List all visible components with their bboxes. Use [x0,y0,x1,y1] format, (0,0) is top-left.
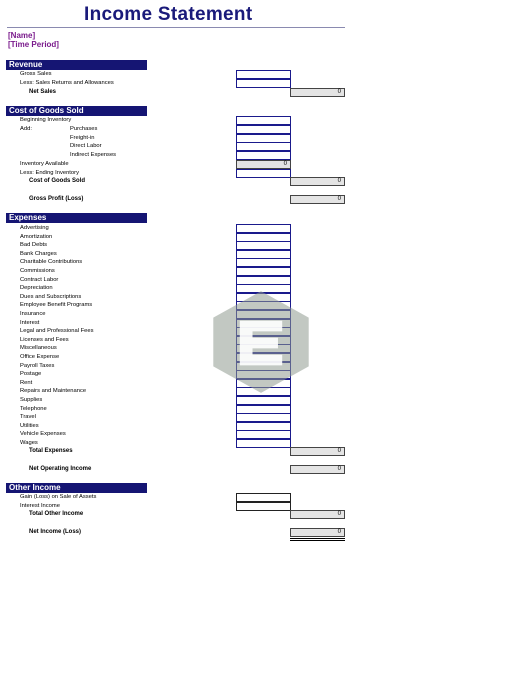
expense-label: Employee Benefit Programs [20,302,93,309]
expenses-header: Expenses [6,213,147,223]
expense-label: Wages [20,440,38,446]
expense-label: Office Expense [20,354,60,360]
beginning-inventory-input[interactable] [236,116,291,125]
purchases-input[interactable] [236,125,291,134]
expense-label: Payroll Taxes [20,362,55,369]
expense-label: Legal and Professional Fees [20,328,94,335]
net-income-underline [290,538,345,539]
expense-label: Repairs and Maintenance [20,388,87,395]
expense-label: Interest [20,319,40,326]
revenue-header: Revenue [6,60,147,70]
expense-label: Miscellaneous [20,345,57,352]
expense-label: Depreciation [20,285,53,292]
gross-sales-input[interactable] [236,70,291,79]
purchases-label: Purchases [70,126,98,132]
expense-label: Contract Labor [20,276,59,283]
logo-watermark-icon [208,289,314,395]
net-sales-value: 0 [290,88,345,97]
total-other-income-label: Total Other Income [29,511,84,517]
expense-label: Bad Debts [20,242,48,249]
net-operating-income-value: 0 [290,465,345,474]
expense-label: Charitable Contributions [20,259,83,266]
total-expenses-label: Total Expenses [29,448,73,454]
total-expenses-value: 0 [290,447,345,456]
ending-inventory-label: Less: Ending Inventory [20,170,79,176]
direct-labor-input[interactable] [236,142,291,151]
net-income-value: 0 [290,528,345,537]
expense-label: Licenses and Fees [20,336,69,343]
sales-returns-input[interactable] [236,79,291,88]
net-income-label: Net Income (Loss) [29,529,82,535]
expense-label: Insurance [20,311,46,317]
time-period-placeholder[interactable]: [Time Period] [8,40,59,49]
interest-income-label: Interest Income [20,503,60,509]
cogs-header: Cost of Goods Sold [6,106,147,116]
gain-loss-assets-input[interactable] [236,493,291,502]
cogs-total-label: Cost of Goods Sold [29,178,85,184]
gross-profit-value: 0 [290,195,345,204]
title-divider [7,27,345,28]
expense-label: Telephone [20,405,47,412]
indirect-expenses-label: Indirect Expenses [70,152,117,158]
gross-profit-label: Gross Profit (Loss) [29,196,84,202]
interest-income-input[interactable] [236,502,291,511]
sales-returns-label: Less: Sales Returns and Allowances [20,80,114,86]
direct-labor-label: Direct Labor [70,143,102,149]
indirect-expenses-input[interactable] [236,151,291,160]
beginning-inventory-label: Beginning Inventory [20,117,72,123]
add-label: Add: [20,126,32,132]
gain-loss-assets-label: Gain (Loss) on Sale of Assets [20,494,97,500]
ending-inventory-input[interactable] [236,169,291,178]
expense-label: Supplies [20,397,43,403]
expense-label: Postage [20,371,42,378]
expense-label: Dues and Subscriptions [20,293,82,300]
net-income-double-underline [290,540,345,541]
other-income-header: Other Income [6,483,147,493]
gross-sales-label: Gross Sales [20,71,52,77]
expense-label: Commissions [20,268,55,274]
expense-label: Amortization [20,233,53,240]
net-operating-income-label: Net Operating Income [29,466,92,472]
expense-label: Advertising [20,225,49,231]
expense-label: Vehicle Expenses [20,431,66,438]
freight-in-label: Freight-in [70,135,95,141]
page-title: Income Statement [84,4,253,25]
expense-label: Bank Charges [20,250,57,257]
expense-input[interactable] [236,439,291,448]
expense-label: Rent [20,379,33,386]
net-sales-label: Net Sales [29,89,57,95]
cogs-total-value: 0 [290,177,345,186]
expense-label: Utilities [20,422,39,429]
expense-label: Travel [20,414,36,421]
inventory-available-value: 0 [236,160,291,169]
inventory-available-label: Inventory Available [20,161,69,167]
total-other-income-value: 0 [290,510,345,519]
name-placeholder[interactable]: [Name] [8,31,36,40]
